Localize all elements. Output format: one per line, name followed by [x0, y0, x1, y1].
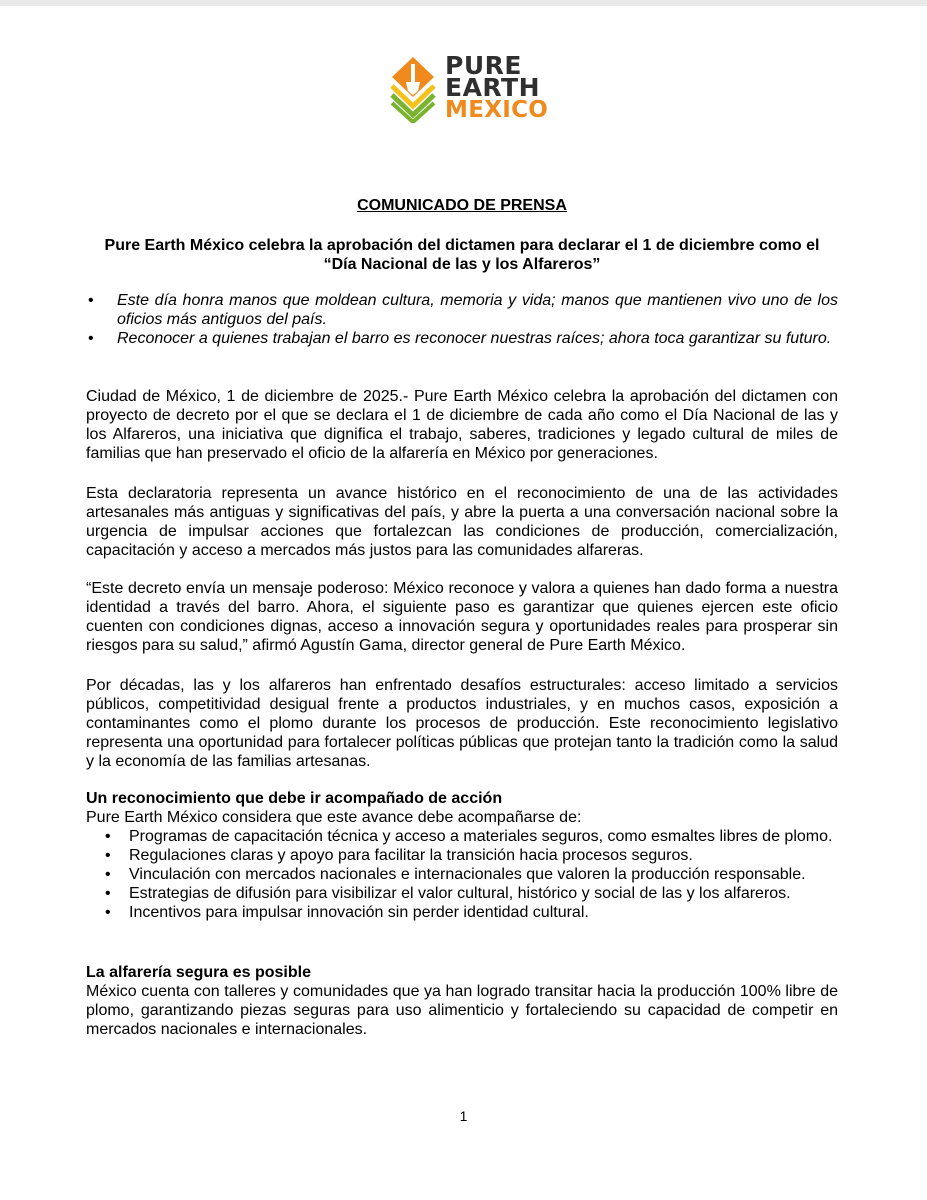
- section-text: México cuenta con talleres y comunidades que ya han logrado transitar hacia la producción 100% libre de plomo, garantizando piezas seguras para uso alimenticio y fortaleciendo su capacidad de competir en mercados nacionales e internacionales.: [86, 983, 838, 1038]
- list-item: • Vinculación con mercados nacionales e internacionales que valoren la producción responsable.: [86, 865, 838, 884]
- body-paragraph: Ciudad de México, 1 de diciembre de 2025.- Pure Earth México celebra la aprobación del dictamen con proyecto de decreto por el que se declara el 1 de diciembre de cada año como el Día Nacional de las y los Alfareros, una iniciativa que dignifica el trabajo, saberes, tradiciones y legado cultural de miles de familias que han preservado el oficio de la alfarería en México por generaciones.: [86, 388, 838, 462]
- list-item: • Programas de capacitación técnica y acceso a materiales seguros, como esmaltes libres de plomo.: [86, 827, 838, 846]
- list-item: • Incentivos para impulsar innovación sin perder identidad cultural.: [86, 903, 838, 922]
- headline: Pure Earth México celebra la aprobación del dictamen para declarar el 1 de diciembre como el “Día Nacional de las y los Alfareros”: [104, 237, 820, 273]
- pure-earth-mexico-logo: [388, 51, 549, 125]
- body-paragraph: Por décadas, las y los alfareros han enfrentado desafíos estructurales: acceso limitado a servicios públicos, competitividad desigual frente a productos industriales, y en muchos casos, exposición a contaminantes como el plomo durante los procesos de producción. Este reconocimiento legislativo representa una oportunidad para fortalecer políticas públicas que protejan tanto la tradición como la salud y la economía de las familias artesanas.: [86, 677, 838, 770]
- section-heading: Un reconocimiento que debe ir acompañado de acción: [86, 790, 503, 807]
- document-title: COMUNICADO DE PRENSA: [357, 197, 567, 214]
- section-safe-pottery: [86, 963, 838, 1039]
- section-intro: Pure Earth México considera que este avance debe acompañarse de:: [86, 809, 582, 826]
- section-heading: La alfarería segura es posible: [86, 964, 311, 981]
- highlight-item: • Este día honra manos que moldean cultura, memoria y vida; manos que mantienen vivo uno de los oficios más antiguos del país.: [86, 291, 838, 329]
- shovel-earth-icon: [388, 55, 438, 123]
- logo-wordmark: [445, 51, 549, 123]
- highlights-list: [86, 291, 838, 348]
- logo-line-earth: EARTH: [445, 73, 541, 102]
- logo-line-pure: PURE: [445, 51, 522, 80]
- list-item: • Regulaciones claras y apoyo para facilitar la transición hacia procesos seguros.: [86, 846, 838, 865]
- highlight-item: • Reconocer a quienes trabajan el barro es reconocer nuestras raíces; ahora toca garantizar su futuro.: [86, 329, 838, 348]
- list-item: • Estrategias de difusión para visibilizar el valor cultural, histórico y social de las y los alfareros.: [86, 884, 838, 903]
- logo-line-mexico: MEXICO: [445, 97, 549, 123]
- body-paragraph: Esta declaratoria representa un avance histórico en el reconocimiento de una de las actividades artesanales más antiguas y significativas del país, y abre la puerta a una conversación nacional sobre la urgencia de impulsar acciones que fortalezcan las condiciones de producción, comercialización, capacitación y acceso a mercados más justos para las comunidades alfareras.: [86, 485, 838, 559]
- top-edge: [0, 0, 927, 6]
- page-number: 1: [459, 1108, 468, 1124]
- quote-paragraph: “Este decreto envía un mensaje poderoso: México reconoce y valora a quienes han dado forma a nuestra identidad a través del barro. Ahora, el siguiente paso es garantizar que quienes ejercen este oficio cuenten con condiciones dignas, acceso a innovación segura y oportunidades reales para prosperar sin riesgos para su salud,” afirmó Agustín Gama, director general de Pure Earth México.: [86, 580, 838, 654]
- action-list: [86, 827, 838, 922]
- section-action: [86, 789, 838, 922]
